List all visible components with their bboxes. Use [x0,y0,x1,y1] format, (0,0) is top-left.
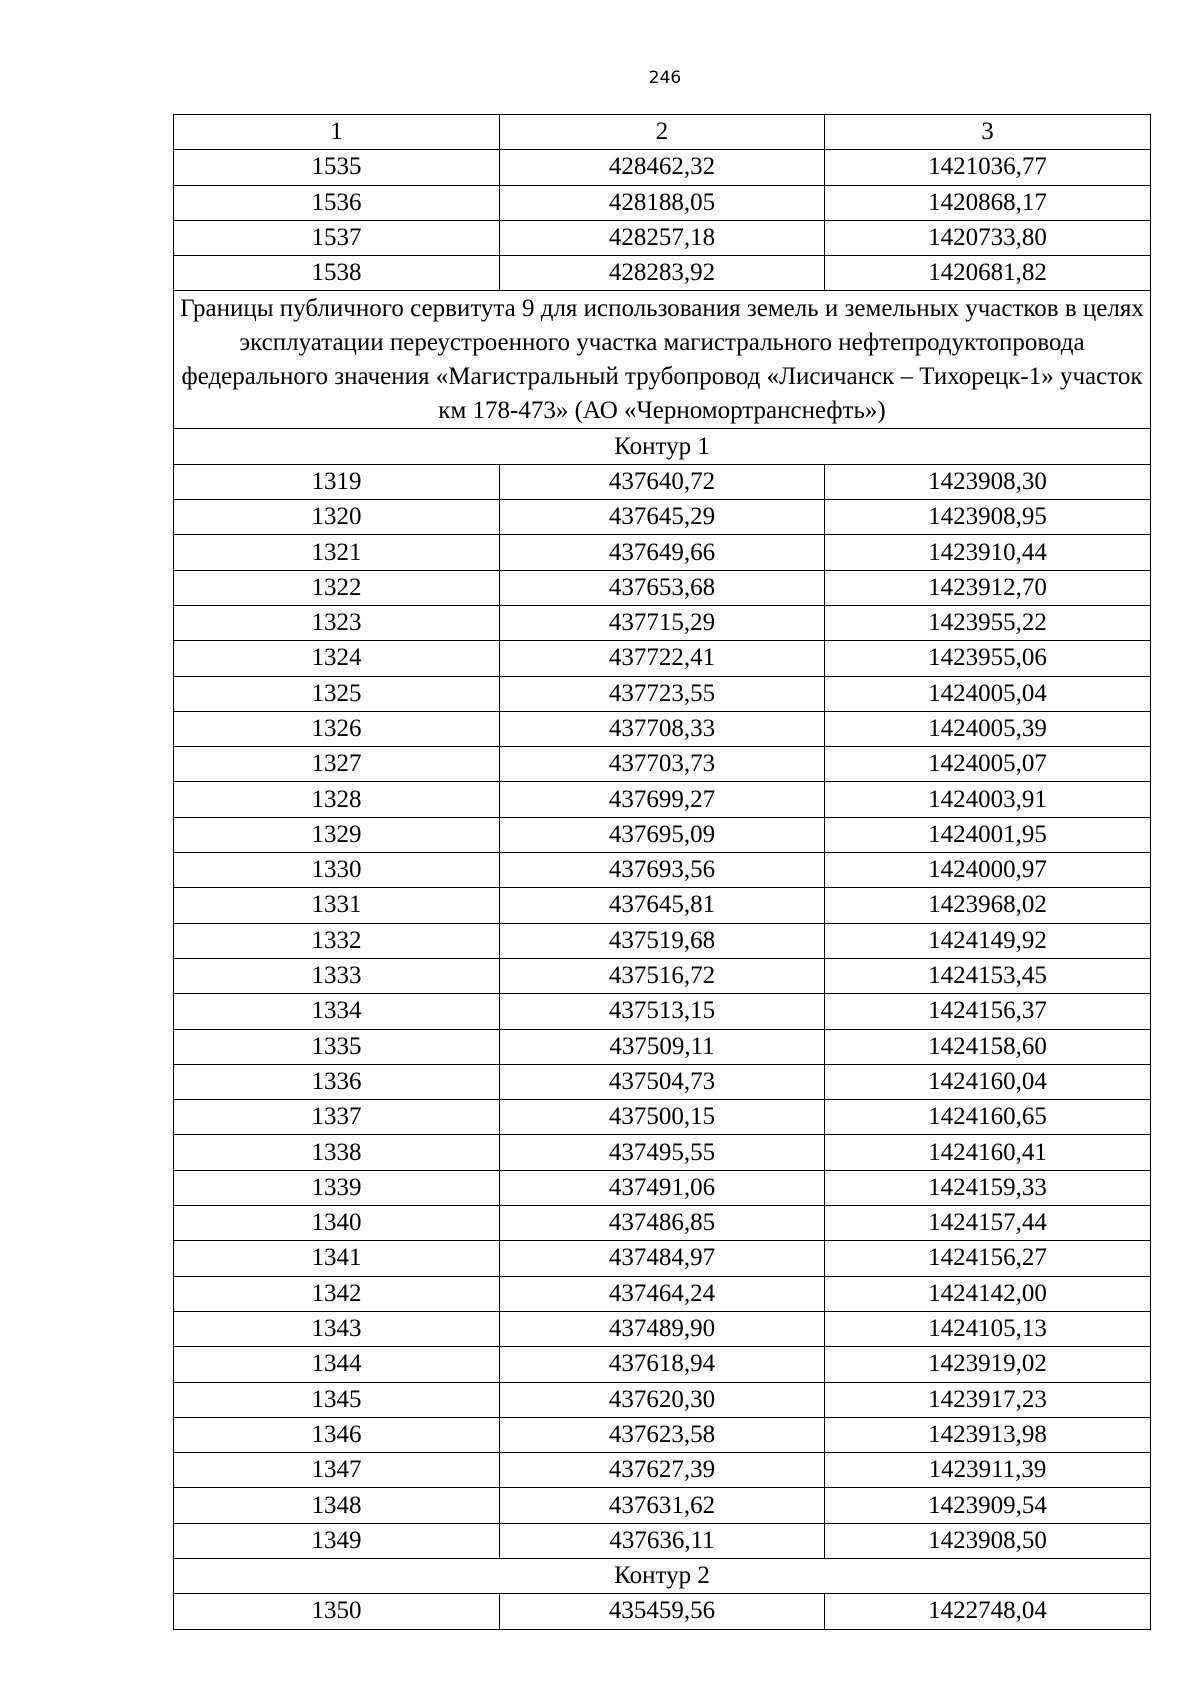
point-number-cell: 1342 [174,1276,500,1311]
point-number-cell: 1 [174,115,500,150]
table-row [174,711,1151,746]
table-row [174,1206,1151,1241]
y-coordinate-cell: 1424158,60 [825,1029,1151,1064]
y-coordinate-cell: 1424159,33 [825,1170,1151,1205]
x-coordinate-cell: 437504,73 [500,1064,825,1099]
x-coordinate-cell: 435459,56 [500,1594,825,1629]
point-number-cell: 1349 [174,1523,500,1558]
y-coordinate-cell: 1424160,04 [825,1064,1151,1099]
point-number-cell: 1322 [174,570,500,605]
point-number-cell: 1333 [174,958,500,993]
y-coordinate-cell: 1421036,77 [825,150,1151,185]
table-row [174,1417,1151,1452]
y-coordinate-cell: 1424003,91 [825,782,1151,817]
point-number-cell: 1343 [174,1311,500,1346]
table-row [174,1347,1151,1382]
table-row [174,1029,1151,1064]
contour-1-label: Контур 1 [174,429,1151,464]
point-number-cell: 1344 [174,1347,500,1382]
table-row [174,1382,1151,1417]
y-coordinate-cell: 3 [825,115,1151,150]
table-row [174,923,1151,958]
x-coordinate-cell: 437513,15 [500,994,825,1029]
servitude-description: Границы публичного сервитута 9 для использования земель и земельных участков в целях эксплуатации переустроенного участка магистрального нефтепродуктопровода федерального значения «Магистральный трубопровод «Лисичанск – Тихорецк-1» участок км 178-473» (АО «Черномортранснефть») [174,291,1151,429]
table-row [174,1064,1151,1099]
table-row [174,500,1151,535]
x-coordinate-cell: 437620,30 [500,1382,825,1417]
x-coordinate-cell: 437495,55 [500,1135,825,1170]
x-coordinate-cell: 437484,97 [500,1241,825,1276]
point-number-cell: 1537 [174,220,500,255]
y-coordinate-cell: 1424105,13 [825,1311,1151,1346]
y-coordinate-cell: 1424005,07 [825,747,1151,782]
coordinates-table [173,114,1151,1630]
point-number-cell: 1345 [174,1382,500,1417]
table-row [174,747,1151,782]
x-coordinate-cell: 437722,41 [500,641,825,676]
x-coordinate-cell: 437715,29 [500,605,825,640]
x-coordinate-cell: 437723,55 [500,676,825,711]
y-coordinate-cell: 1423912,70 [825,570,1151,605]
table-row [174,1523,1151,1558]
y-coordinate-cell: 1424005,39 [825,711,1151,746]
page-number: 246 [648,68,682,88]
x-coordinate-cell: 437627,39 [500,1453,825,1488]
table-row [174,782,1151,817]
x-coordinate-cell: 437708,33 [500,711,825,746]
point-number-cell: 1335 [174,1029,500,1064]
point-number-cell: 1341 [174,1241,500,1276]
table-row [174,1311,1151,1346]
point-number-cell: 1347 [174,1453,500,1488]
table-row [174,535,1151,570]
point-number-cell: 1330 [174,853,500,888]
point-number-cell: 1320 [174,500,500,535]
y-coordinate-cell: 1423968,02 [825,888,1151,923]
x-coordinate-cell: 437491,06 [500,1170,825,1205]
x-coordinate-cell: 437695,09 [500,817,825,852]
x-coordinate-cell: 437693,56 [500,853,825,888]
point-number-cell: 1337 [174,1100,500,1135]
y-coordinate-cell: 1424001,95 [825,817,1151,852]
point-number-cell: 1323 [174,605,500,640]
x-coordinate-cell: 437640,72 [500,464,825,499]
y-coordinate-cell: 1424156,27 [825,1241,1151,1276]
table-row [174,220,1151,255]
x-coordinate-cell: 428188,05 [500,185,825,220]
point-number-cell: 1348 [174,1488,500,1523]
x-coordinate-cell: 437645,29 [500,500,825,535]
y-coordinate-cell: 1424142,00 [825,1276,1151,1311]
x-coordinate-cell: 2 [500,115,825,150]
table-row [174,817,1151,852]
table-row [174,1453,1151,1488]
point-number-cell: 1536 [174,185,500,220]
x-coordinate-cell: 437699,27 [500,782,825,817]
x-coordinate-cell: 437645,81 [500,888,825,923]
table-row [174,1594,1151,1629]
x-coordinate-cell: 437486,85 [500,1206,825,1241]
table-header-row [174,115,1151,150]
y-coordinate-cell: 1420681,82 [825,256,1151,291]
point-number-cell: 1338 [174,1135,500,1170]
point-number-cell: 1339 [174,1170,500,1205]
y-coordinate-cell: 1420868,17 [825,185,1151,220]
y-coordinate-cell: 1423911,39 [825,1453,1151,1488]
point-number-cell: 1325 [174,676,500,711]
table-row [174,641,1151,676]
point-number-cell: 1321 [174,535,500,570]
x-coordinate-cell: 437636,11 [500,1523,825,1558]
table-row [174,1276,1151,1311]
y-coordinate-cell: 1424156,37 [825,994,1151,1029]
servitude-description-row [174,291,1151,429]
point-number-cell: 1535 [174,150,500,185]
y-coordinate-cell: 1423955,22 [825,605,1151,640]
x-coordinate-cell: 437623,58 [500,1417,825,1452]
point-number-cell: 1334 [174,994,500,1029]
y-coordinate-cell: 1424160,65 [825,1100,1151,1135]
y-coordinate-cell: 1424160,41 [825,1135,1151,1170]
y-coordinate-cell: 1423909,54 [825,1488,1151,1523]
table-row [174,676,1151,711]
table-row [174,605,1151,640]
point-number-cell: 1326 [174,711,500,746]
point-number-cell: 1350 [174,1594,500,1629]
x-coordinate-cell: 437489,90 [500,1311,825,1346]
y-coordinate-cell: 1424000,97 [825,853,1151,888]
y-coordinate-cell: 1423908,30 [825,464,1151,499]
y-coordinate-cell: 1420733,80 [825,220,1151,255]
point-number-cell: 1327 [174,747,500,782]
table-row [174,256,1151,291]
y-coordinate-cell: 1424005,04 [825,676,1151,711]
x-coordinate-cell: 428257,18 [500,220,825,255]
table-row [174,853,1151,888]
point-number-cell: 1328 [174,782,500,817]
x-coordinate-cell: 437631,62 [500,1488,825,1523]
x-coordinate-cell: 437649,66 [500,535,825,570]
table-row [174,185,1151,220]
x-coordinate-cell: 437653,68 [500,570,825,605]
table-row [174,888,1151,923]
y-coordinate-cell: 1423917,23 [825,1382,1151,1417]
y-coordinate-cell: 1424153,45 [825,958,1151,993]
table-row [174,150,1151,185]
x-coordinate-cell: 437464,24 [500,1276,825,1311]
table-row [174,1135,1151,1170]
table-row [174,1170,1151,1205]
point-number-cell: 1538 [174,256,500,291]
table-row [174,994,1151,1029]
point-number-cell: 1331 [174,888,500,923]
x-coordinate-cell: 437516,72 [500,958,825,993]
table-row [174,570,1151,605]
contour-1-label-row [174,429,1151,464]
contour-2-label: Контур 2 [174,1558,1151,1593]
y-coordinate-cell: 1423908,95 [825,500,1151,535]
table-row [174,1100,1151,1135]
x-coordinate-cell: 437519,68 [500,923,825,958]
table-row [174,958,1151,993]
y-coordinate-cell: 1423919,02 [825,1347,1151,1382]
y-coordinate-cell: 1423955,06 [825,641,1151,676]
table-row [174,1488,1151,1523]
point-number-cell: 1332 [174,923,500,958]
point-number-cell: 1329 [174,817,500,852]
y-coordinate-cell: 1423913,98 [825,1417,1151,1452]
contour-2-label-row [174,1558,1151,1593]
point-number-cell: 1324 [174,641,500,676]
point-number-cell: 1336 [174,1064,500,1099]
x-coordinate-cell: 437500,15 [500,1100,825,1135]
point-number-cell: 1346 [174,1417,500,1452]
y-coordinate-cell: 1423910,44 [825,535,1151,570]
x-coordinate-cell: 437703,73 [500,747,825,782]
x-coordinate-cell: 437618,94 [500,1347,825,1382]
y-coordinate-cell: 1424157,44 [825,1206,1151,1241]
x-coordinate-cell: 428283,92 [500,256,825,291]
table-row [174,464,1151,499]
y-coordinate-cell: 1422748,04 [825,1594,1151,1629]
y-coordinate-cell: 1423908,50 [825,1523,1151,1558]
point-number-cell: 1340 [174,1206,500,1241]
point-number-cell: 1319 [174,464,500,499]
x-coordinate-cell: 428462,32 [500,150,825,185]
y-coordinate-cell: 1424149,92 [825,923,1151,958]
x-coordinate-cell: 437509,11 [500,1029,825,1064]
table-row [174,1241,1151,1276]
